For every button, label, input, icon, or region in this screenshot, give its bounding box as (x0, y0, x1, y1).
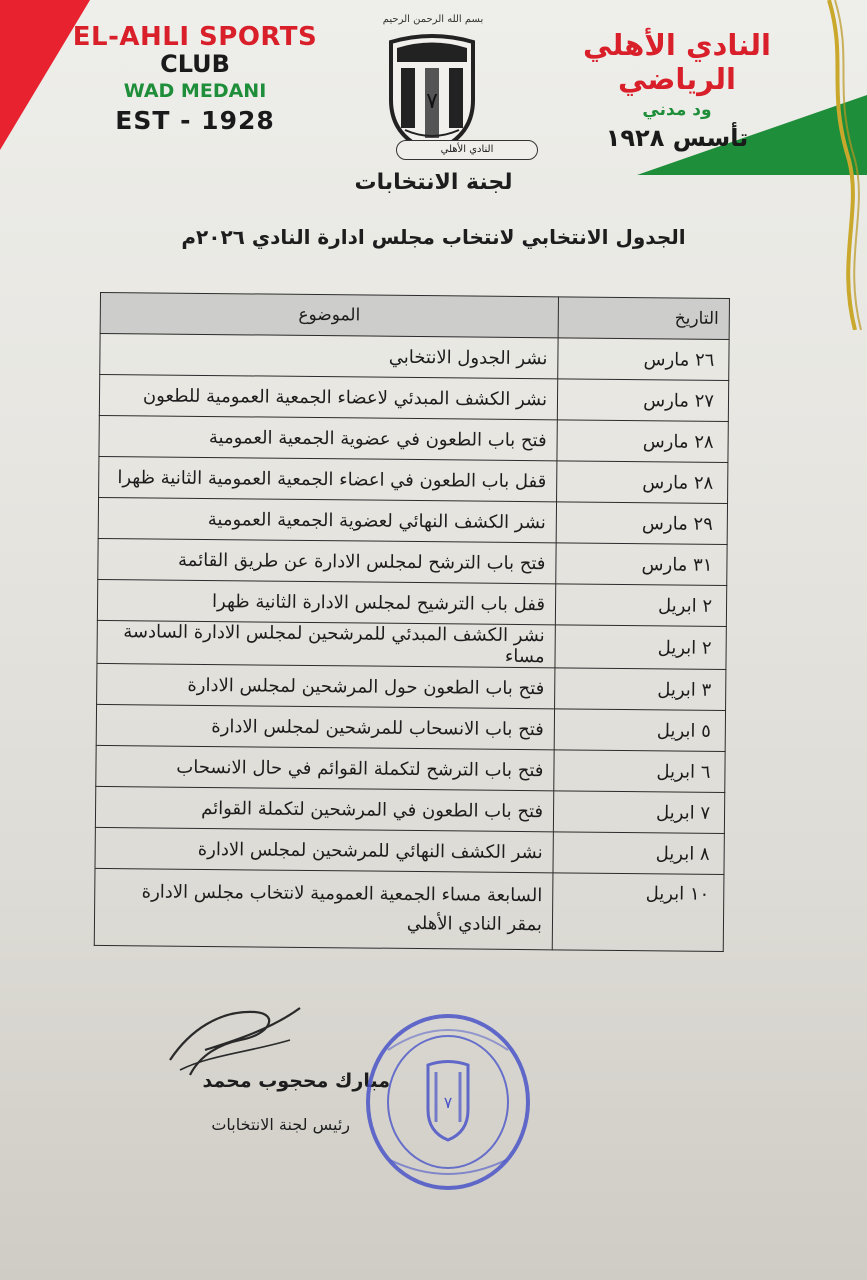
date-cell: ٢٦ مارس (558, 338, 729, 381)
subject-cell: فتح باب الانسحاب للمرشحين لمجلس الادارة (96, 704, 554, 749)
document-title: الجدول الانتخابي لانتخاب مجلس ادارة النادي ٢٠٢٦م (181, 225, 686, 249)
subject-cell: فتح باب الطعون في المرشحين لتكملة القوائم (95, 786, 553, 831)
english-line-3: WAD MEDANI (123, 80, 267, 102)
english-line-2: CLUB (160, 50, 230, 78)
date-cell: ٢٩ مارس (556, 502, 727, 545)
table-row (97, 579, 726, 626)
table-row (97, 663, 726, 710)
subject-cell: نشر الكشف النهائي لعضوية الجمعية العمومية (98, 497, 556, 542)
table-row (98, 497, 727, 544)
table-row (97, 620, 726, 669)
subject-cell: نشر الكشف المبدئي لاعضاء الجمعية العمومية للطعون (99, 374, 557, 419)
table-row (99, 456, 728, 503)
subject-cell: فتح باب الترشح لتكملة القوائم في حال الانسحاب (96, 745, 554, 790)
svg-text:٧: ٧ (443, 1093, 453, 1112)
club-name-arabic (532, 28, 822, 152)
club-name-english (60, 22, 330, 135)
table-row (99, 374, 728, 421)
handwritten-signature (160, 1000, 310, 1080)
arabic-line-1: النادي الأهلي الرياضي (583, 28, 771, 96)
basmala: بسم الله الرحمن الرحيم (382, 14, 484, 25)
subject-cell: نشر الكشف النهائي للمرشحين لمجلس الادارة (95, 827, 553, 872)
table-row (95, 786, 724, 833)
table-row (95, 827, 724, 874)
english-line-1: EL-AHLI SPORTS (72, 22, 318, 52)
date-cell: ١٠ ابريل (552, 873, 724, 952)
date-cell: ٢٨ مارس (557, 420, 728, 463)
date-cell: ٣١ مارس (556, 543, 727, 586)
signatory-role: رئيس لجنة الانتخابات (211, 1115, 350, 1134)
logo-caption: النادي الأهلي (396, 140, 538, 160)
date-column-header: التاريخ (558, 297, 729, 340)
committee-heading: لجنة الانتخابات (354, 170, 513, 195)
date-cell: ٨ ابريل (553, 832, 724, 875)
table-row (100, 333, 729, 380)
date-cell: ٢٨ مارس (557, 461, 728, 504)
subject-cell: فتح باب الترشح لمجلس الادارة عن طريق القائمة (98, 538, 556, 583)
arabic-line-2: ود مدني (642, 100, 712, 120)
subject-cell: فتح باب الطعون في عضوية الجمعية العمومية (99, 415, 557, 460)
subject-cell: نشر الجدول الانتخابي (100, 333, 558, 378)
table-row (94, 868, 724, 951)
subject-cell: قفل باب الطعون في اعضاء الجمعية العمومية الثانية ظهرا (99, 456, 557, 501)
date-cell: ٢ ابريل (555, 584, 726, 627)
table-row (98, 538, 727, 585)
english-line-4: EST - 1928 (115, 106, 275, 135)
election-schedule-table (94, 292, 730, 952)
arabic-line-3: تأسس ١٩٢٨ (605, 124, 749, 152)
date-cell: ٢٧ مارس (557, 379, 728, 422)
date-cell: ٧ ابريل (553, 791, 724, 834)
signatory-name: مبارك محجوب محمد (202, 1070, 390, 1092)
table-row (96, 745, 725, 792)
date-cell: ٢ ابريل (555, 625, 726, 670)
subject-cell: نشر الكشف المبدئي للمرشحين لمجلس الادارة السادسة مساء (97, 620, 555, 667)
date-cell: ٦ ابريل (554, 750, 725, 793)
svg-text:٧: ٧ (426, 89, 438, 114)
subject-cell: السابعة مساء الجمعية العمومية لانتخاب مجلس الادارة بمقر النادي الأهلي (94, 868, 553, 949)
table-row (96, 704, 725, 751)
date-cell: ٣ ابريل (555, 668, 726, 711)
table-row (99, 415, 728, 462)
committee-stamp-icon (360, 1010, 535, 1195)
table-header-row (100, 292, 729, 339)
subject-cell: فتح باب الطعون حول المرشحين لمجلس الادارة (97, 663, 555, 708)
date-cell: ٥ ابريل (554, 709, 725, 752)
subject-column-header: الموضوع (100, 292, 558, 337)
subject-cell: قفل باب الترشيح لمجلس الادارة الثانية ظهرا (97, 579, 555, 624)
